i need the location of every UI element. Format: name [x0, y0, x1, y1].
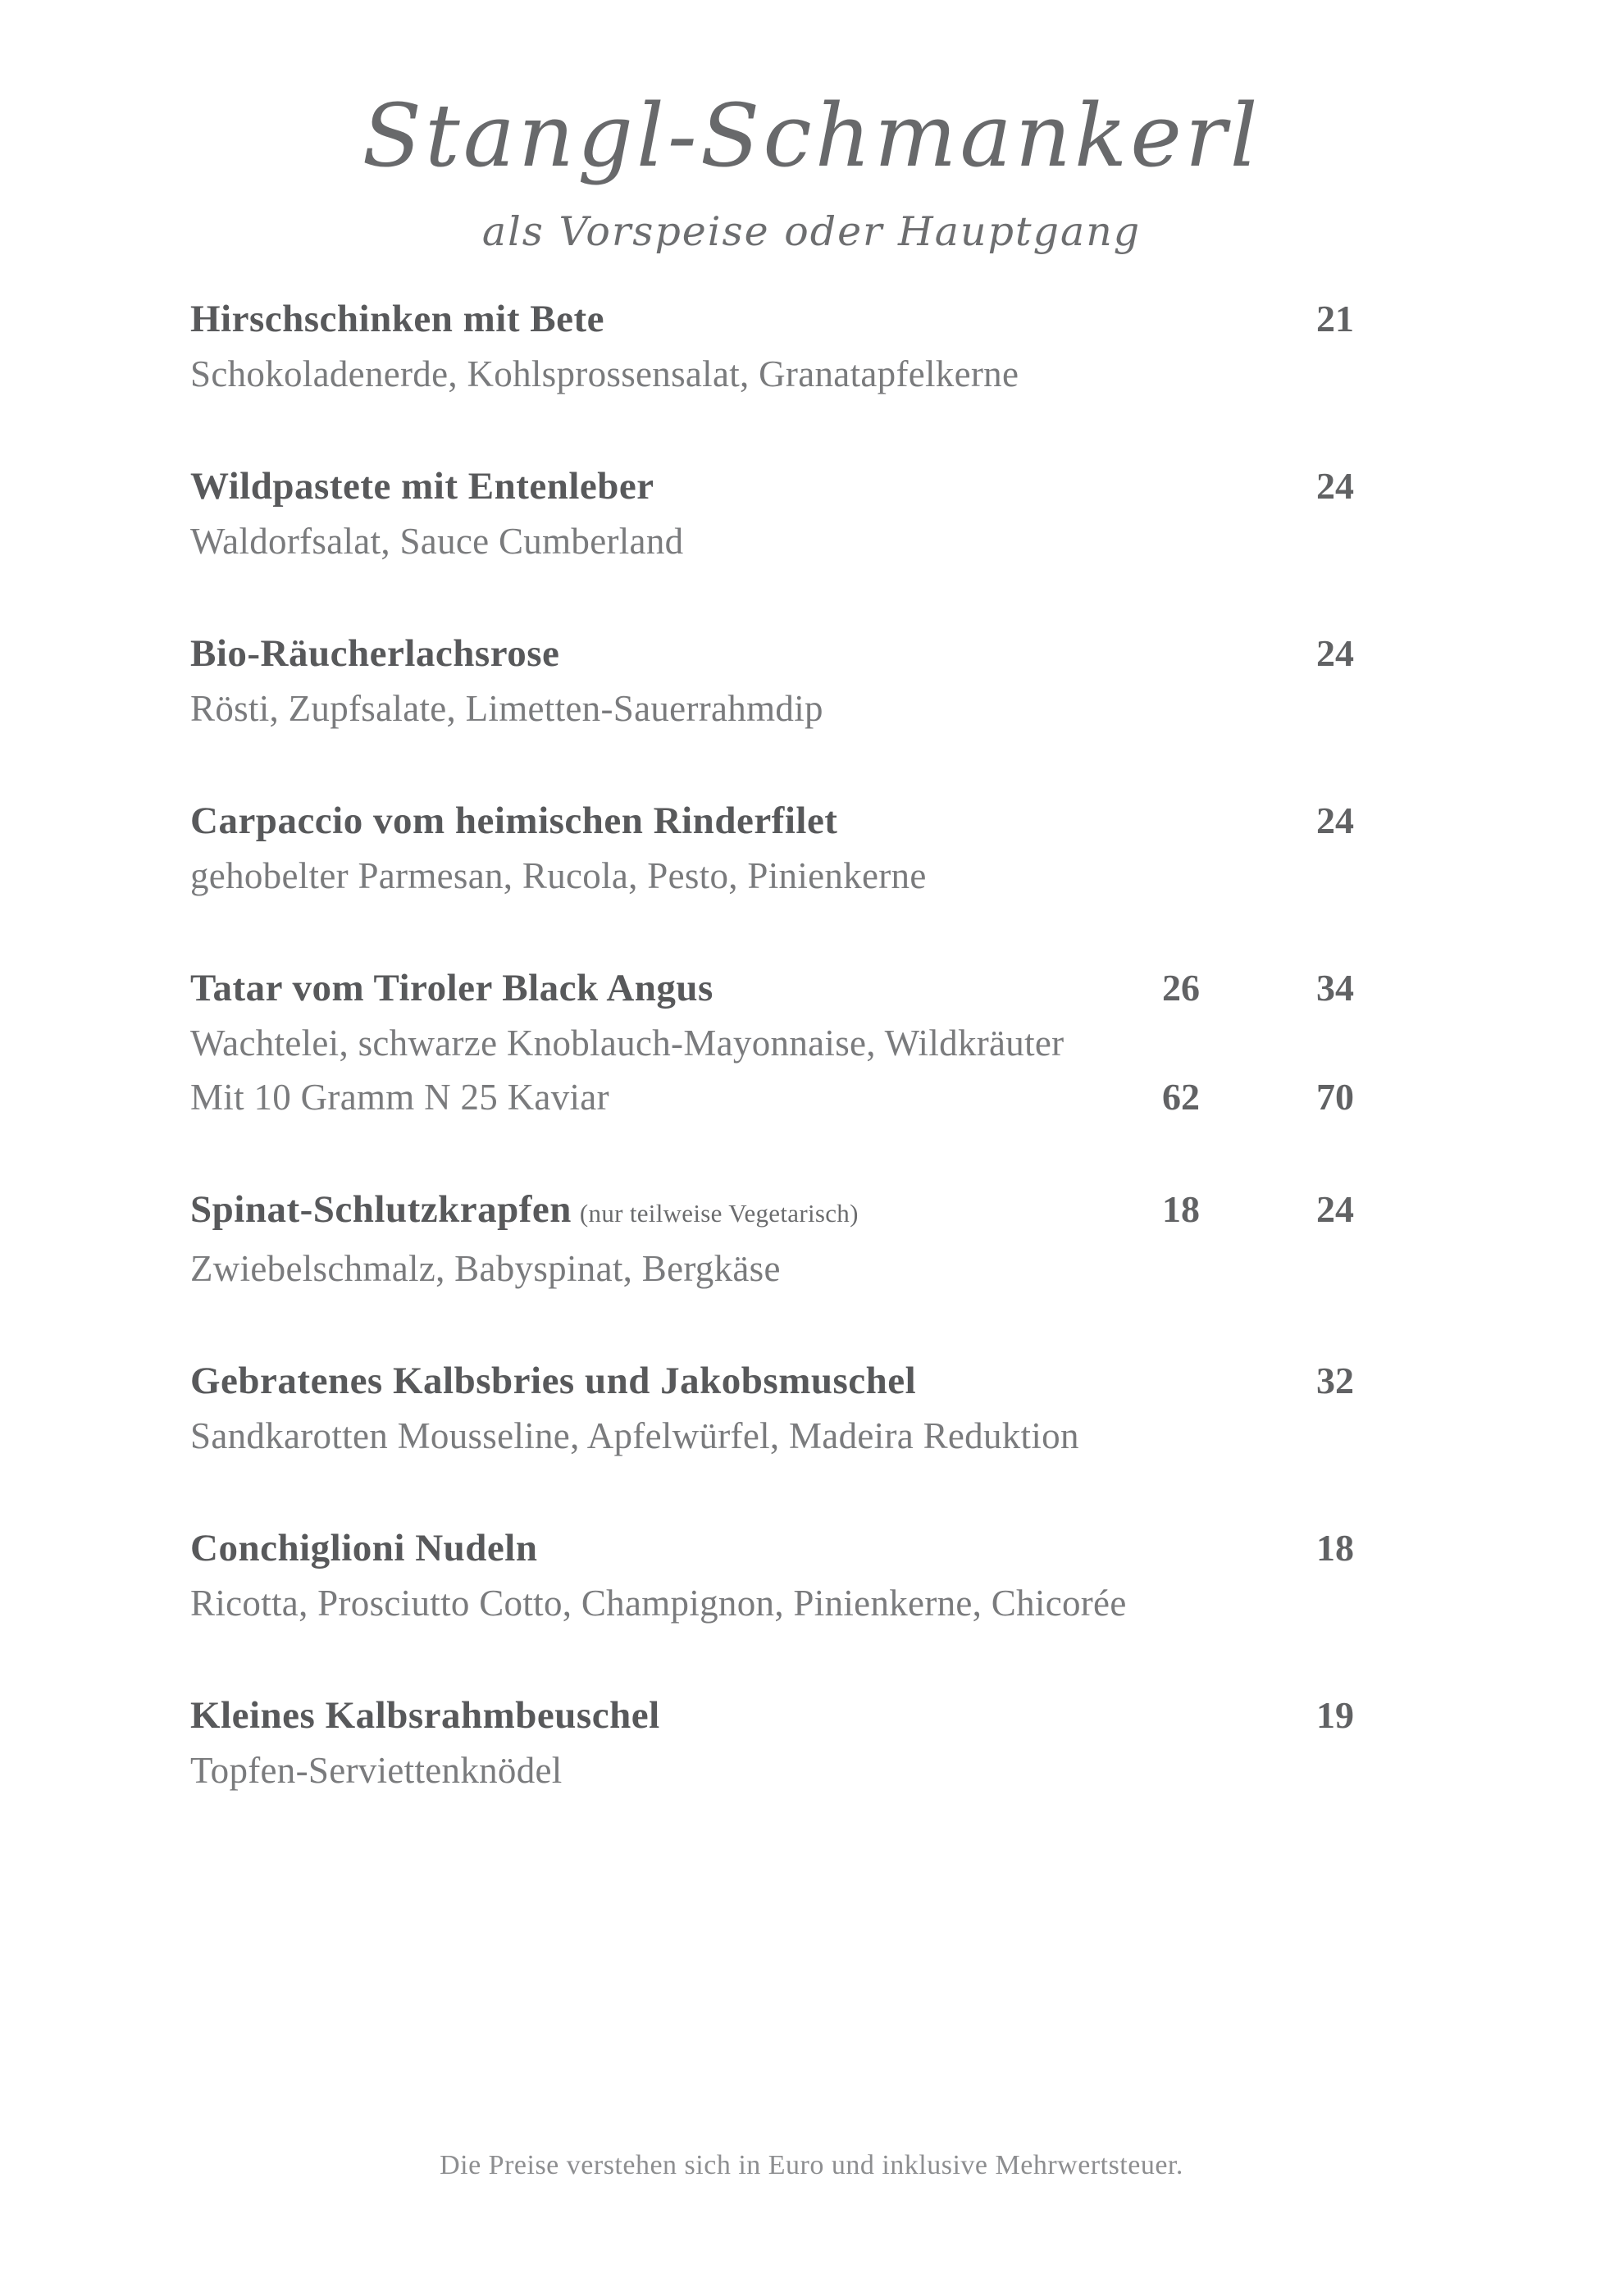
item-description-row [190, 1017, 1412, 1070]
item-name: Conchiglioni Nudeln [190, 1527, 538, 1569]
menu-subtitle: als Vorspeise oder Hauptgang [481, 208, 1142, 255]
item-note: (nur teilweise Vegetarisch) [579, 1199, 859, 1228]
item-description: Zwiebelschmalz, Babyspinat, Bergkäse [190, 1248, 781, 1289]
item-price-right: 19 [1316, 1694, 1354, 1736]
item-description: Schokoladenerde, Kohlsprossensalat, Granatapfelkerne [190, 353, 1019, 394]
item-title-row [190, 290, 1412, 348]
item-description-row [190, 1070, 1412, 1124]
item-description: Mit 10 Gramm N 25 Kaviar [190, 1077, 609, 1118]
menu-item [190, 625, 1412, 736]
item-description-row [190, 1242, 1412, 1296]
menu-item [190, 1519, 1412, 1630]
item-price-mid: 18 [1162, 1188, 1200, 1230]
item-name: Tatar vom Tiroler Black Angus [190, 967, 713, 1009]
item-title-row [190, 1519, 1412, 1577]
item-title-row [190, 625, 1412, 682]
menu-header [0, 0, 1623, 262]
item-title-row [190, 1687, 1412, 1744]
menu-item [190, 1687, 1412, 1797]
item-title-row [190, 1352, 1412, 1410]
item-description-row [190, 1410, 1412, 1463]
menu-item [190, 458, 1412, 568]
item-name: Gebratenes Kalbsbries und Jakobsmuschel [190, 1360, 917, 1402]
item-price-right: 24 [1316, 465, 1354, 507]
menu-items [190, 290, 1412, 1797]
menu-item [190, 792, 1412, 903]
item-description-row [190, 515, 1412, 568]
item-description: Waldorfsalat, Sauce Cumberland [190, 521, 684, 562]
item-price-right: 24 [1316, 800, 1354, 841]
item-name: Hirschschinken mit Bete [190, 298, 604, 340]
item-price-right: 24 [1316, 632, 1354, 674]
item-description: Wachtelei, schwarze Knoblauch-Mayonnaise, Wildkräuter [190, 1023, 1065, 1064]
item-name: Carpaccio vom heimischen Rinderfilet [190, 800, 838, 842]
item-title-row [190, 1181, 1412, 1242]
menu-title: Stangl-Schmankerl [362, 85, 1261, 186]
item-title-row [190, 792, 1412, 850]
item-price-mid: 26 [1162, 967, 1200, 1009]
item-price-right: 18 [1316, 1527, 1354, 1569]
menu-item [190, 1181, 1412, 1296]
item-name: Wildpastete mit Entenleber [190, 465, 654, 508]
item-description-row [190, 1577, 1412, 1630]
item-price-right: 70 [1316, 1076, 1354, 1118]
menu-item [190, 290, 1412, 401]
menu-item [190, 959, 1412, 1124]
item-price-right: 32 [1316, 1360, 1354, 1401]
item-description: Rösti, Zupfsalate, Limetten-Sauerrahmdip [190, 688, 823, 729]
item-description: gehobelter Parmesan, Rucola, Pesto, Pinienkerne [190, 855, 927, 896]
item-description-row [190, 682, 1412, 736]
price-disclaimer: Die Preise verstehen sich in Euro und inklusive Mehrwertsteuer. [440, 2150, 1183, 2180]
item-price-right: 21 [1316, 298, 1354, 339]
item-description-row [190, 348, 1412, 401]
item-description: Sandkarotten Mousseline, Apfelwürfel, Madeira Reduktion [190, 1415, 1079, 1456]
item-price-right: 24 [1316, 1188, 1354, 1230]
item-description-row [190, 850, 1412, 903]
menu-item [190, 1352, 1412, 1463]
item-price-right: 34 [1316, 967, 1354, 1009]
item-title-row [190, 458, 1412, 515]
item-description: Ricotta, Prosciutto Cotto, Champignon, Pinienkerne, Chicorée [190, 1583, 1127, 1624]
item-name: Bio-Räucherlachsrose [190, 632, 560, 675]
item-description: Topfen-Serviettenknödel [190, 1750, 563, 1791]
item-name: Spinat-Schlutzkrapfen (nur teilweise Vegetarisch) [190, 1188, 859, 1231]
item-description-row [190, 1744, 1412, 1797]
item-name: Kleines Kalbsrahmbeuschel [190, 1694, 660, 1737]
item-price-mid: 62 [1162, 1076, 1200, 1118]
item-title-row [190, 959, 1412, 1017]
